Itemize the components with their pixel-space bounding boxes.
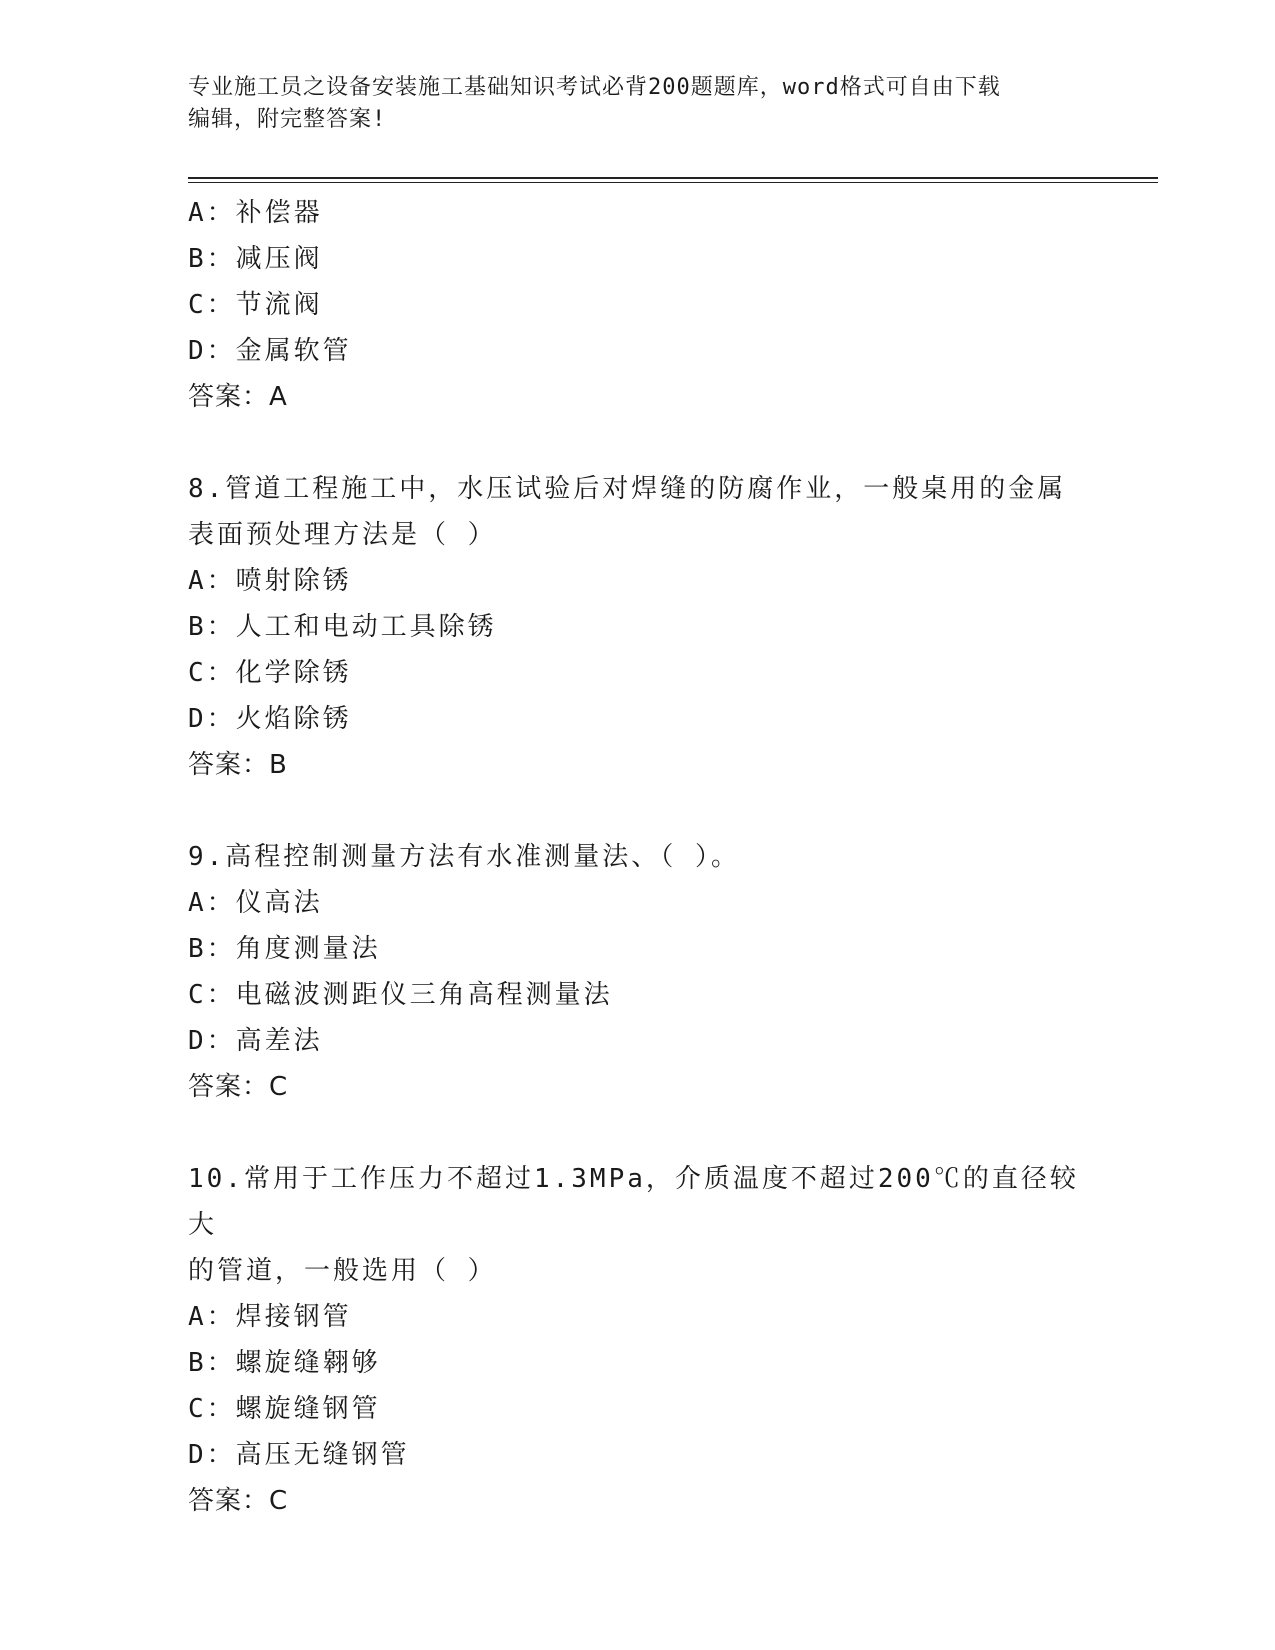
option-d: D：金属软管 bbox=[188, 336, 352, 366]
option-d: D：火焰除锈 bbox=[188, 704, 352, 734]
option-b: B：角度测量法 bbox=[188, 934, 381, 964]
option-a: A：焊接钢管 bbox=[188, 1302, 352, 1332]
answer-line: 答案：B bbox=[188, 750, 288, 780]
option-a: A：仪高法 bbox=[188, 888, 323, 918]
question-text-line-1: 10.常用于工作压力不超过1.3MPa，介质温度不超过200℃的直径较大 bbox=[188, 1164, 1079, 1240]
option-b: B：减压阀 bbox=[188, 244, 323, 274]
question-7 bbox=[188, 190, 1088, 420]
question-10 bbox=[188, 1156, 1088, 1524]
option-d: D：高差法 bbox=[188, 1026, 323, 1056]
question-8 bbox=[188, 466, 1088, 788]
option-b: B：螺旋缝翱够 bbox=[188, 1348, 381, 1378]
option-a: A：喷射除锈 bbox=[188, 566, 352, 596]
option-d: D：高压无缝钢管 bbox=[188, 1440, 410, 1470]
header-divider-thick bbox=[188, 177, 1158, 179]
answer-line: 答案：C bbox=[188, 1072, 289, 1102]
option-c: C：节流阀 bbox=[188, 290, 323, 320]
option-c: C：化学除锈 bbox=[188, 658, 352, 688]
option-b: B：人工和电动工具除锈 bbox=[188, 612, 497, 642]
option-c: C：螺旋缝钢管 bbox=[188, 1394, 381, 1424]
question-text-line-2: 表面预处理方法是（ ） bbox=[188, 520, 497, 550]
question-text-line-2: 的管道，一般选用（ ） bbox=[188, 1256, 497, 1286]
option-c: C：电磁波测距仪三角高程测量法 bbox=[188, 980, 613, 1010]
question-text-line-1: 9.高程控制测量方法有水准测量法、（ ）。 bbox=[188, 842, 740, 872]
question-text-line-1: 8.管道工程施工中，水压试验后对焊缝的防腐作业，一般桌用的金属 bbox=[188, 474, 1067, 504]
answer-line: 答案：A bbox=[188, 382, 288, 412]
header-title-line-2: 编辑，附完整答案! bbox=[188, 107, 387, 132]
question-list bbox=[188, 190, 1088, 1524]
header-title-line-1: 专业施工员之设备安装施工基础知识考试必背200题题库，word格式可自由下载 bbox=[188, 75, 1001, 100]
option-a: A：补偿器 bbox=[188, 198, 323, 228]
answer-line: 答案：C bbox=[188, 1486, 289, 1516]
question-9 bbox=[188, 834, 1088, 1110]
header-divider-thin bbox=[188, 182, 1158, 183]
document-header bbox=[188, 72, 1088, 136]
